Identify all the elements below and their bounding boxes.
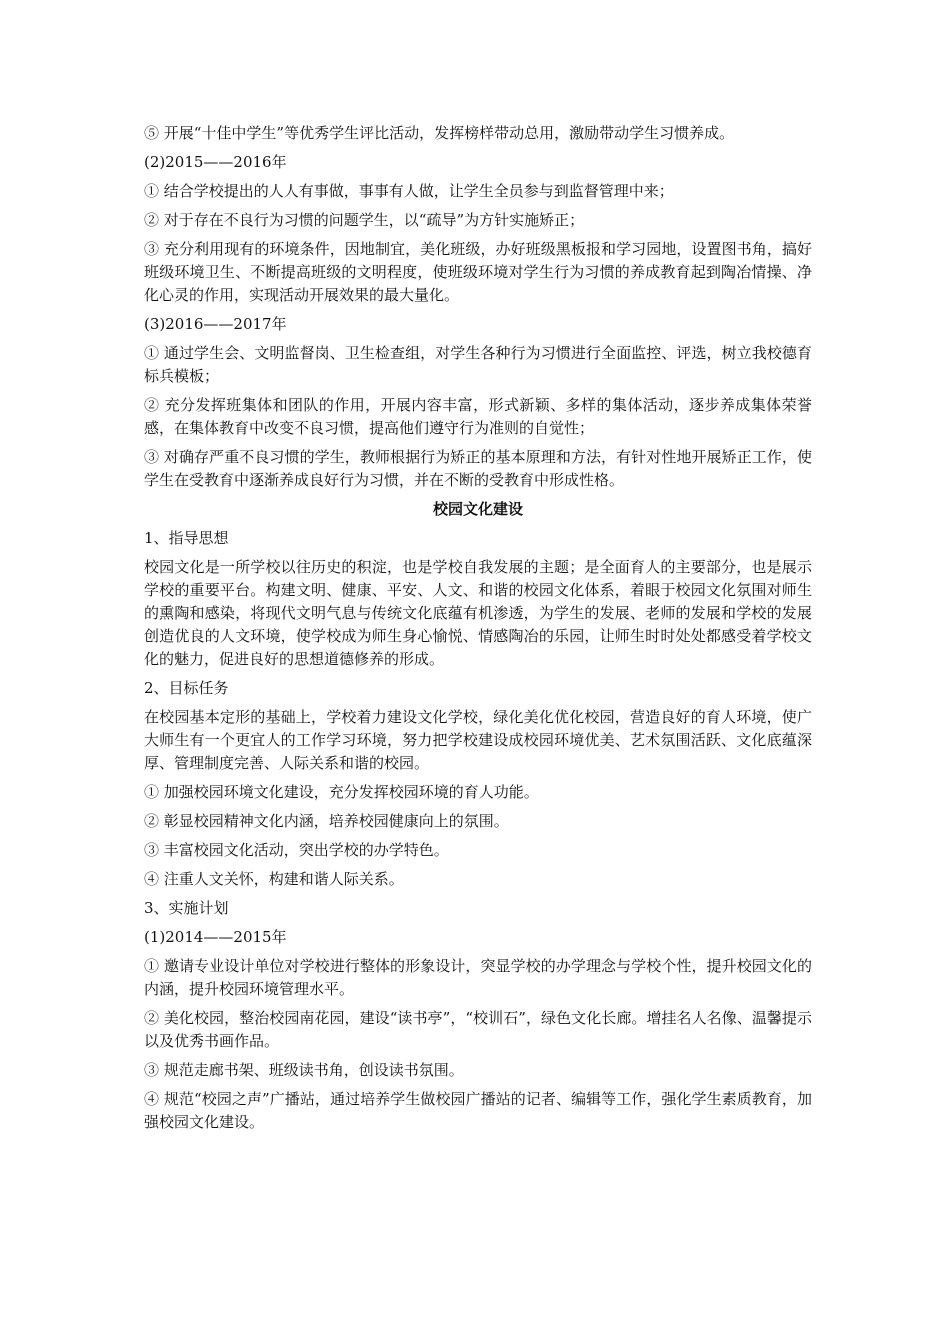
plan-item-1: ① 邀请专业设计单位对学校进行整体的形象设计，突显学校的办学理念与学校个性，提升校园文化的内涵，提升校园环境管理水平。 xyxy=(144,957,812,998)
plan-item-3: ③ 规范走廊书架、班级读书角，创设读书氛围。 xyxy=(144,1061,464,1079)
subheading-guiding-thought: 1、指导思想 xyxy=(144,529,229,547)
goal-item-4: ④ 注重人文关怀，构建和谐人际关系。 xyxy=(144,870,404,888)
paragraph-goals: 在校园基本定形的基础上，学校着力建设文化学校，绿化美化优化校园，营造良好的育人环境，使广大师生有一个更宜人的工作学习环境，努力把学校建设成校园环境优美、艺术氛围活跃、文化底蕴深厚、管理制度完善、人际关系和谐的校园。 xyxy=(144,708,812,772)
section-heading-campus-culture: 校园文化建设 xyxy=(432,500,523,518)
paragraph-item-2-collective: ② 充分发挥班集体和团队的作用，开展内容丰富，形式新颖、多样的集体活动，逐步养成集体荣誉感，在集体教育中改变不良习惯，提高他们遵守行为准则的自觉性； xyxy=(144,396,812,437)
section-period-2016-2017: (3)2016——2017年 xyxy=(144,315,287,333)
section-period-2014-2015: (1)2014——2015年 xyxy=(144,928,287,946)
paragraph-item-1-participation: ① 结合学校提出的人人有事做，事事有人做，让学生全员参与到监督管理中来； xyxy=(144,182,674,200)
goal-item-1: ① 加强校园环境文化建设，充分发挥校园环境的育人功能。 xyxy=(144,783,539,801)
section-period-2015-2016: (2)2015——2016年 xyxy=(144,153,287,171)
paragraph-item-1-monitoring: ① 通过学生会、文明监督岗、卫生检查组，对学生各种行为习惯进行全面监控、评选，树立我校德育标兵模板； xyxy=(144,344,812,385)
paragraph-guiding-thought: 校园文化是一所学校以往历史的积淀，也是学校自我发展的主题；是全面育人的主要部分，也是展示学校的重要平台。构建文明、健康、平安、人文、和谐的校园文化体系，着眼于校园文化氛围对师生的熏陶和感染，将现代文明气息与传统文化底蕴有机渗透，为学生的发展、老师的发展和学校的发展创造优良的人文环境，使学校成为师生身心愉悦、情感陶冶的乐园，让师生时时处处都感受着学校文化的魅力，促进良好的思想道德修养的形成。 xyxy=(144,558,812,668)
document-page xyxy=(144,122,812,1140)
subheading-goals: 2、目标任务 xyxy=(144,679,229,697)
paragraph-item-5-honors: ⑤ 开展“十佳中学生”等优秀学生评比活动，发挥榜样带动总用，激励带动学生习惯养成。 xyxy=(144,124,735,142)
paragraph-item-3-environment: ③ 充分利用现有的环境条件，因地制宜，美化班级，办好班级黑板报和学习园地，设置图书角，搞好班级环境卫生、不断提高班级的文明程度，使班级环境对学生行为习惯的养成教育起到陶冶情操、净化心灵的作用，实现活动开展效果的最大量化。 xyxy=(144,240,812,304)
plan-item-2: ② 美化校园，整治校园南花园，建设“读书亭”，“校训石”，绿色文化长廊。增挂名人名像、温馨提示以及优秀书画作品。 xyxy=(144,1009,812,1050)
paragraph-item-3-correction: ③ 对确存严重不良习惯的学生，教师根据行为矫正的基本原理和方法，有针对性地开展矫正工作，使学生在受教育中逐渐养成良好行为习惯，并在不断的受教育中形成性格。 xyxy=(144,448,812,489)
paragraph-item-2-guidance: ② 对于存在不良行为习惯的问题学生，以“疏导”为方针实施矫正； xyxy=(144,211,585,229)
goal-item-3: ③ 丰富校园文化活动，突出学校的办学特色。 xyxy=(144,841,449,859)
subheading-implementation: 3、实施计划 xyxy=(144,899,229,917)
plan-item-4: ④ 规范“校园之声”广播站，通过培养学生做校园广播站的记者、编辑等工作，强化学生素质教育，加强校园文化建设。 xyxy=(144,1090,812,1131)
goal-item-2: ② 彰显校园精神文化内涵，培养校园健康向上的氛围。 xyxy=(144,812,509,830)
